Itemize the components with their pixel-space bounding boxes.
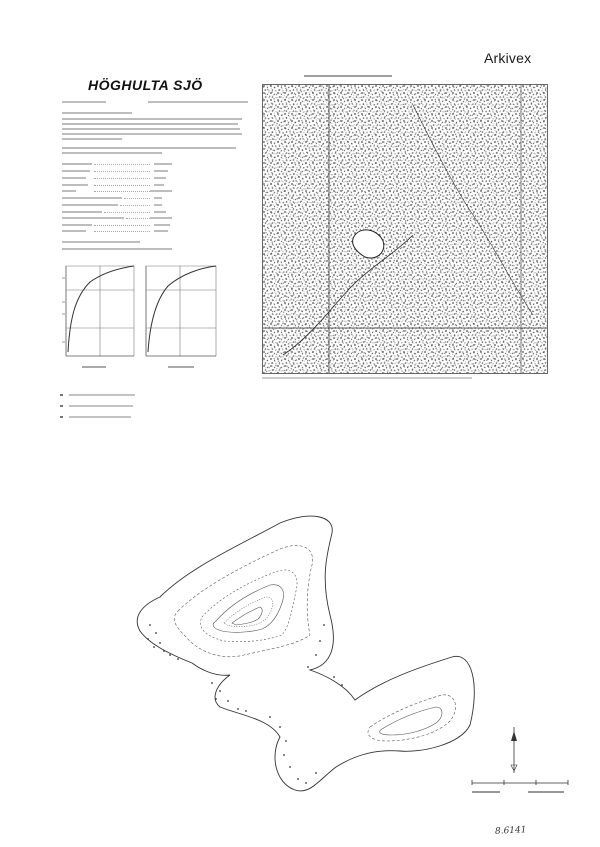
volume-depth-chart xyxy=(146,266,216,368)
survey-source-line xyxy=(62,248,172,250)
north-arrow xyxy=(511,727,517,773)
municipality-line xyxy=(148,101,248,103)
scale-bar xyxy=(472,780,568,793)
archive-brand-label: Arkivex xyxy=(484,50,532,66)
vegetation-marks xyxy=(147,624,343,784)
handwritten-page-mark: 8.6141 xyxy=(494,825,527,837)
lake-title: HÖGHULTA SJÖ xyxy=(88,77,203,93)
legend-item-3 xyxy=(60,416,131,418)
hypsographic-charts xyxy=(60,256,220,374)
location-map-caption xyxy=(304,75,392,77)
bathymetric-map xyxy=(120,505,580,805)
legend-item-2 xyxy=(60,405,133,407)
lake-shoreline xyxy=(137,516,474,791)
location-map-footnote xyxy=(262,377,472,379)
location-map xyxy=(262,84,548,374)
survey-date-line xyxy=(62,241,140,243)
area-depth-chart xyxy=(62,266,134,368)
legend-item-1 xyxy=(60,394,135,396)
lake-id-line xyxy=(62,101,106,103)
